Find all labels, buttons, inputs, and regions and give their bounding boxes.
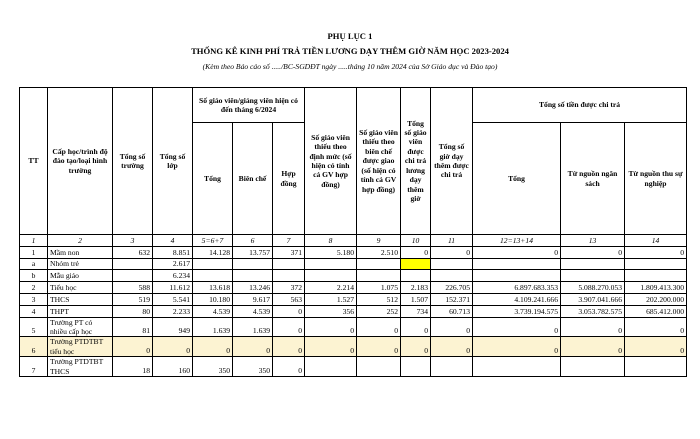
cell: 734 (401, 305, 431, 317)
cell: 0 (473, 317, 561, 337)
cell: 0 (273, 337, 305, 357)
cell (561, 357, 625, 377)
cell: 0 (625, 317, 687, 337)
cell (305, 270, 357, 282)
cell: 3.739.194.575 (473, 305, 561, 317)
cell: 0 (357, 337, 401, 357)
index-cell: 10 (401, 235, 431, 247)
table-row (20, 282, 687, 294)
cell: 0 (357, 317, 401, 337)
cell: 160 (153, 357, 193, 377)
table-row (20, 293, 687, 305)
cell: 0 (561, 317, 625, 337)
row-name: Trường PT có nhiều cấp học (48, 317, 113, 337)
cell (561, 258, 625, 270)
cell: 0 (305, 317, 357, 337)
index-cell: 3 (113, 235, 153, 247)
cell: 4.539 (233, 305, 273, 317)
cell: 5.180 (305, 246, 357, 258)
column-index-row (20, 235, 687, 247)
cell (431, 357, 473, 377)
cell: 350 (193, 357, 233, 377)
report-title: THỐNG KÊ KINH PHÍ TRẢ TIỀN LƯƠNG DẠY THÊM GIỜ NĂM HỌC 2023-2024 (191, 46, 509, 56)
cell: 0 (401, 337, 431, 357)
table-row (20, 305, 687, 317)
cell (473, 258, 561, 270)
header-thieu-dinh-muc: Số giáo viên thiếu theo định mức (số hiện có tính cả GV hợp đồng) (305, 88, 357, 235)
cell: 0 (153, 337, 193, 357)
cell (431, 270, 473, 282)
table-row (20, 270, 687, 282)
row-tt: 3 (20, 293, 48, 305)
statistics-table (19, 87, 687, 377)
cell (193, 270, 233, 282)
cell: 202.200.000 (625, 293, 687, 305)
cell: 2.214 (305, 282, 357, 294)
cell: 13.757 (233, 246, 273, 258)
cell: 372 (273, 282, 305, 294)
cell: 0 (401, 246, 431, 258)
cell: 3.053.782.575 (561, 305, 625, 317)
cell (233, 270, 273, 282)
row-name: Trường PTDTBT tiểu học (48, 337, 113, 357)
index-cell: 4 (153, 235, 193, 247)
table-row (20, 246, 687, 258)
table-row-highlighted (20, 337, 687, 357)
cell (357, 357, 401, 377)
cell: 0 (431, 246, 473, 258)
header-tt: TT (20, 88, 48, 235)
cell: 4.109.241.666 (473, 293, 561, 305)
row-name: Trường PTDTBT THCS (48, 357, 113, 377)
cell: 0 (273, 317, 305, 337)
header-tien-group: Tổng số tiền được chi trả (473, 88, 687, 123)
cell: 81 (113, 317, 153, 337)
row-tt: 1 (20, 246, 48, 258)
cell: 1.075 (357, 282, 401, 294)
cell: 5.541 (153, 293, 193, 305)
report-subtitle: (Kèm theo Báo cáo số ...../BC-SGDĐT ngày .....tháng 10 năm 2024 của Sở Giáo dục và Đào tạo) (202, 62, 498, 71)
cell: 0 (473, 337, 561, 357)
row-tt: 2 (20, 282, 48, 294)
cell: 0 (113, 337, 153, 357)
header-gv-tong: Tổng (193, 123, 233, 235)
cell: 563 (273, 293, 305, 305)
cell: 0 (431, 337, 473, 357)
cell: 152.371 (431, 293, 473, 305)
cell: 2.233 (153, 305, 193, 317)
row-tt: a (20, 258, 48, 270)
index-cell: 7 (273, 235, 305, 247)
index-cell: 13 (561, 235, 625, 247)
cell: 18 (113, 357, 153, 377)
cell (305, 357, 357, 377)
cell (431, 258, 473, 270)
cell (561, 270, 625, 282)
cell: 0 (561, 246, 625, 258)
cell: 519 (113, 293, 153, 305)
cell (357, 258, 401, 270)
cell: 1.809.413.300 (625, 282, 687, 294)
cell: 371 (273, 246, 305, 258)
cell: 0 (625, 246, 687, 258)
row-name: THCS (48, 293, 113, 305)
cell: 2.617 (153, 258, 193, 270)
cell: 6.234 (153, 270, 193, 282)
cell: 0 (625, 337, 687, 357)
cell: 80 (113, 305, 153, 317)
cell: 632 (113, 246, 153, 258)
header-tien-ngan-sach: Từ nguồn ngân sách (561, 123, 625, 235)
cell: 60.713 (431, 305, 473, 317)
index-cell: 6 (233, 235, 273, 247)
cell: 6.897.683.353 (473, 282, 561, 294)
index-cell: 9 (357, 235, 401, 247)
cell: 2.510 (357, 246, 401, 258)
index-cell: 11 (431, 235, 473, 247)
cell: 0 (305, 337, 357, 357)
cell: 8.851 (153, 246, 193, 258)
row-name: Tiểu học (48, 282, 113, 294)
cell: 0 (273, 357, 305, 377)
cell: 9.617 (233, 293, 273, 305)
cell: 0 (431, 317, 473, 337)
cell (273, 270, 305, 282)
index-cell: 2 (48, 235, 113, 247)
cell: 4.539 (193, 305, 233, 317)
row-tt: 7 (20, 357, 48, 377)
cell (113, 270, 153, 282)
cell: 0 (193, 337, 233, 357)
cell: 14.128 (193, 246, 233, 258)
cell (273, 258, 305, 270)
cell (357, 270, 401, 282)
cell: 0 (561, 337, 625, 357)
cell (473, 270, 561, 282)
cell: 0 (473, 246, 561, 258)
table-row (20, 258, 687, 270)
cell: 0 (233, 337, 273, 357)
cell: 350 (233, 357, 273, 377)
table-row (20, 317, 687, 337)
cell (401, 270, 431, 282)
cell (113, 258, 153, 270)
highlighted-cell (401, 258, 431, 270)
header-tong-gv-tra: Tổng số giáo viên được chi trả lương dạy thêm giờ (401, 88, 431, 235)
cell: 1.507 (401, 293, 431, 305)
cell (473, 357, 561, 377)
index-cell: 12=13+14 (473, 235, 561, 247)
header-thieu-bien-che: Số giáo viên thiếu theo biên chế được giao (số hiện có tính cả GV hợp đồng) (357, 88, 401, 235)
row-name: Mẫu giáo (48, 270, 113, 282)
header-gv-group: Số giáo viên/giảng viên hiện có đến tháng 6/2024 (193, 88, 305, 123)
row-name: Nhóm trẻ (48, 258, 113, 270)
header-tong-lop: Tổng số lớp (153, 88, 193, 235)
cell: 685.412.000 (625, 305, 687, 317)
header-tien-tong: Tổng (473, 123, 561, 235)
cell: 356 (305, 305, 357, 317)
cell: 13.246 (233, 282, 273, 294)
cell: 0 (273, 305, 305, 317)
cell: 5.088.270.053 (561, 282, 625, 294)
cell (233, 258, 273, 270)
cell: 226.705 (431, 282, 473, 294)
cell (625, 270, 687, 282)
header-gv-hop-dong: Hợp đồng (273, 123, 305, 235)
row-name: Mầm non (48, 246, 113, 258)
cell: 11.612 (153, 282, 193, 294)
header-gv-bien-che: Biên chế (233, 123, 273, 235)
appendix-label: PHỤ LỤC 1 (327, 31, 373, 41)
cell (305, 258, 357, 270)
header-tong-truong: Tổng số trường (113, 88, 153, 235)
row-tt: 6 (20, 337, 48, 357)
cell: 588 (113, 282, 153, 294)
cell: 10.180 (193, 293, 233, 305)
header-cap-hoc: Cấp học/trình độ đào tạo/loại hình trường (48, 88, 113, 235)
cell: 949 (153, 317, 193, 337)
cell (625, 258, 687, 270)
header-tien-thu-su-nghiep: Từ nguồn thu sự nghiệp (625, 123, 687, 235)
cell: 1.527 (305, 293, 357, 305)
cell (193, 258, 233, 270)
row-tt: 5 (20, 317, 48, 337)
cell: 2.183 (401, 282, 431, 294)
cell: 3.907.041.666 (561, 293, 625, 305)
index-cell: 1 (20, 235, 48, 247)
cell: 1.639 (193, 317, 233, 337)
header-tong-gio: Tổng số giờ dạy thêm được chi trả (431, 88, 473, 235)
cell: 13.618 (193, 282, 233, 294)
row-name: THPT (48, 305, 113, 317)
cell: 252 (357, 305, 401, 317)
index-cell: 14 (625, 235, 687, 247)
index-cell: 5=6+7 (193, 235, 233, 247)
cell: 0 (401, 317, 431, 337)
index-cell: 8 (305, 235, 357, 247)
row-tt: b (20, 270, 48, 282)
cell (625, 357, 687, 377)
cell: 1.639 (233, 317, 273, 337)
table-row (20, 357, 687, 377)
cell (401, 357, 431, 377)
row-tt: 4 (20, 305, 48, 317)
cell: 512 (357, 293, 401, 305)
